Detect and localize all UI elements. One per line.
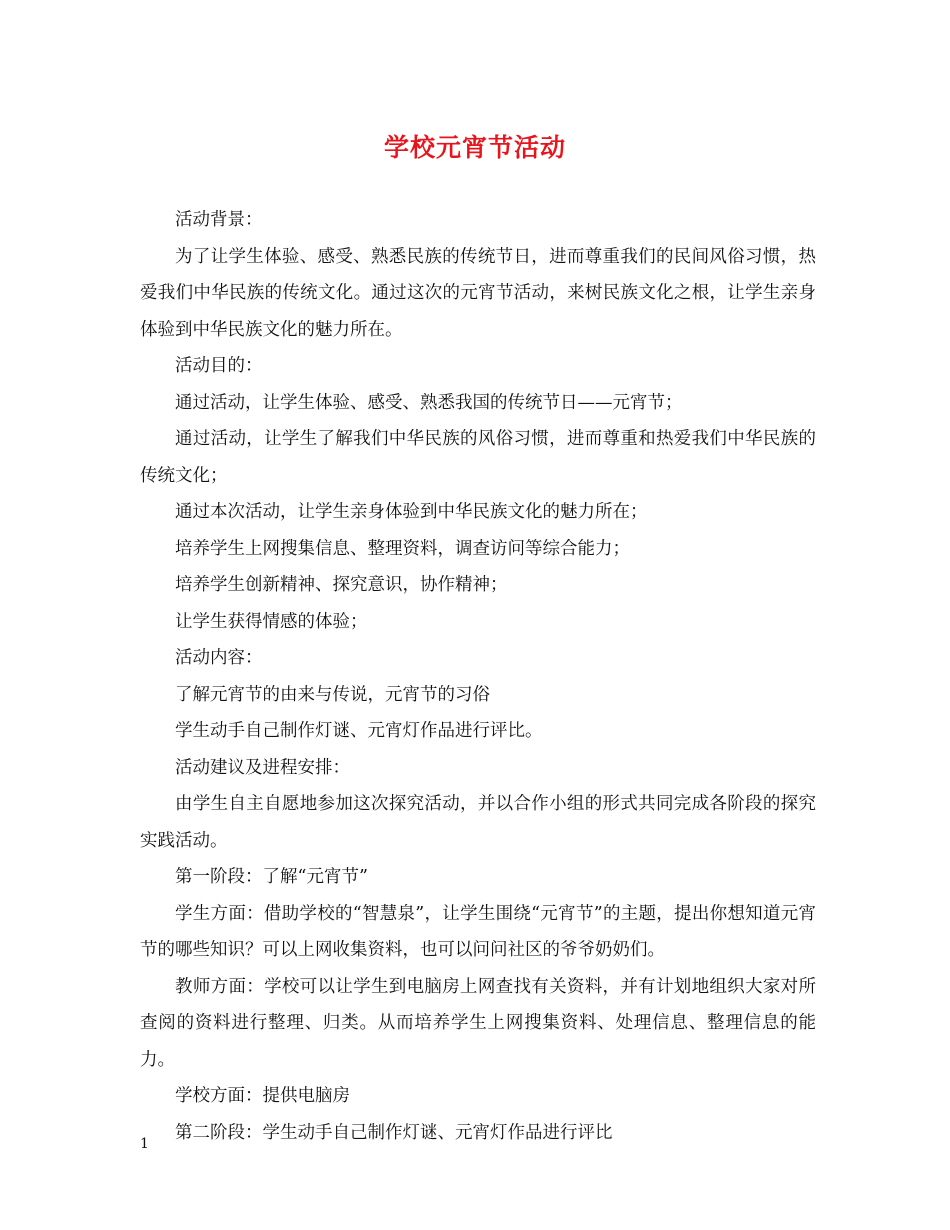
heading-stage-one: 第一阶段：了解“元宵节”: [175, 867, 368, 887]
paragraph-background: 为了让学生体验、感受、熟悉民族的传统节日，进而尊重我们的民间风俗习惯，热爱我们中华民族的传统文化。通过这次的元宵节活动，来树民族文化之根，让学生亲身体验到中华民族文化的魅力所在。: [140, 246, 816, 340]
heading-activity-content: 活动内容：: [175, 648, 263, 668]
paragraph-purpose-2: 通过活动，让学生了解我们中华民族的风俗习惯，进而尊重和热爱我们中华民族的传统文化；: [140, 429, 816, 486]
paragraph-school-side: 学校方面：提供电脑房: [175, 1086, 350, 1106]
paragraph-purpose-3: 通过本次活动，让学生亲身体验到中华民族文化的魅力所在；: [175, 502, 648, 522]
paragraph-purpose-6: 让学生获得情感的体验；: [175, 611, 368, 632]
paragraph-purpose-4: 培养学生上网搜集信息、整理资料，调查访问等综合能力；: [175, 538, 630, 559]
heading-activity-schedule: 活动建议及进程安排：: [175, 757, 350, 778]
paragraph-content-1: 了解元宵节的由来与传说，元宵节的习俗: [175, 684, 490, 705]
paragraph-purpose-5: 培养学生创新精神、探究意识，协作精神；: [175, 575, 508, 595]
heading-activity-background: 活动背景：: [175, 210, 263, 230]
paragraph-content-2: 学生动手自己制作灯谜、元宵灯作品进行评比。: [175, 721, 543, 741]
document-body: [140, 202, 816, 1151]
heading-activity-purpose: 活动目的：: [175, 356, 263, 376]
paragraph-teacher-side: 教师方面：学校可以让学生到电脑房上网查找有关资料，并有计划地组织大家对所查阅的资料进行整理、归类。从而培养学生上网搜集资料、处理信息、整理信息的能力。: [140, 976, 816, 1070]
paragraph-purpose-1: 通过活动，让学生体验、感受、熟悉我国的传统节日——元宵节；: [175, 392, 683, 413]
document-title: 学校元宵节活动: [383, 133, 566, 162]
page-number: 1: [140, 1136, 149, 1152]
paragraph-student-side: 学生方面：借助学校的“智慧泉”，让学生围绕“元宵节”的主题，提出你想知道元宵节的哪些知识？可以上网收集资料，也可以问问社区的爷爷奶奶们。: [140, 903, 816, 960]
paragraph-schedule-intro: 由学生自主自愿地参加这次探究活动，并以合作小组的形式共同完成各阶段的探究实践活动。: [140, 794, 816, 851]
heading-stage-two: 第二阶段：学生动手自己制作灯谜、元宵灯作品进行评比: [175, 1122, 613, 1143]
